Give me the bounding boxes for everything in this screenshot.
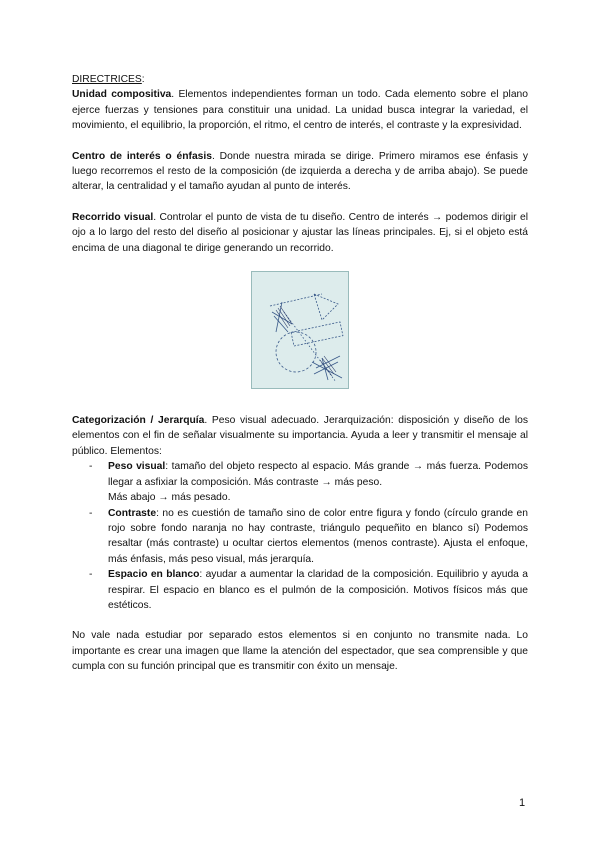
page-number: 1	[519, 797, 526, 809]
term-peso: Peso visual	[108, 461, 166, 473]
paragraph-recorrido: Recorrido visual. Controlar el punto de vista de tu diseño. Centro de interés → podemos dirigir el ojo a lo largo del resto del diseño al posicionar y ajustar las líneas principales. Ej, si el objeto está encima de una diagonal te dirige generando un recorrido.	[72, 211, 528, 254]
composition-sketch	[252, 272, 348, 388]
paragraph-conclusion: No vale nada estudiar por separado estos elementos si en conjunto no transmite nada. Lo importante es crear una imagen que llame la atención del espectador, que sea comprensible y que cumpla con su función principal que es transmitir con éxito un mensaje.	[72, 630, 528, 673]
list-item-contraste: - Contraste: no es cuestión de tamaño sino de color entre figura y fondo (círculo grande en rojo sobre fondo naranja no hay contraste, triángulo pequeñito en blanco sí) Podemos resaltar (más contraste) u ocultar ciertos elementos (menos contraste). Ajusta el enfoque, más énfasis, más peso visual, más jerarquía.	[89, 507, 528, 565]
composition-figure	[251, 271, 349, 389]
paragraph-jerarquia: Categorización / Jerarquía. Peso visual adecuado. Jerarquización: disposición y diseño de los elementos con el fin de señalar visualmente su importancia. Ayuda a leer y transmitir el mensaje al público. Elementos:	[72, 415, 528, 457]
paragraph-unidad: Unidad compositiva. Elementos independientes forman un todo. Cada elemento sobre el plano ejerce fuerzas y tensiones para constituir una unidad. La unidad busca integrar la variedad, el movimiento, el equilibrio, la proporción, el ritmo, el centro de interés, el contraste y la expresividad.	[72, 89, 528, 132]
list-item-espacio: - Espacio en blanco: ayudar a aumentar la claridad de la composición. Equilibrio y ayuda a respirar. El espacio en blanco es el pulmón de la composición. Motivos físicos más que estéticos.	[89, 569, 528, 611]
list-item-peso: - Peso visual: tamaño del objeto respecto al espacio. Más grande → más fuerza. Podemos llegar a asfixiar la composición. Más contraste → más peso. Más abajo → más pesado.	[89, 461, 528, 504]
term-jerarquia: Categorización / Jerarquía	[72, 415, 205, 427]
paragraph-centro: Centro de interés o énfasis. Donde nuestra mirada se dirige. Primero miramos ese énfasis y luego recorremos el resto de la composición (de izquierda a derecha y de arriba abajo). Se puede alterar, la centralidad y el tamaño ayudan al punto de interés.	[72, 150, 528, 193]
term-contraste: Contraste	[108, 507, 157, 519]
section-heading: DIRECTRICES:	[72, 74, 145, 85]
elements-list	[72, 459, 528, 613]
document-page	[72, 72, 528, 675]
term-unidad: Unidad compositiva	[72, 89, 172, 101]
term-centro: Centro de interés o énfasis	[72, 150, 212, 162]
term-espacio: Espacio en blanco	[108, 569, 200, 581]
term-recorrido: Recorrido visual	[72, 211, 154, 223]
